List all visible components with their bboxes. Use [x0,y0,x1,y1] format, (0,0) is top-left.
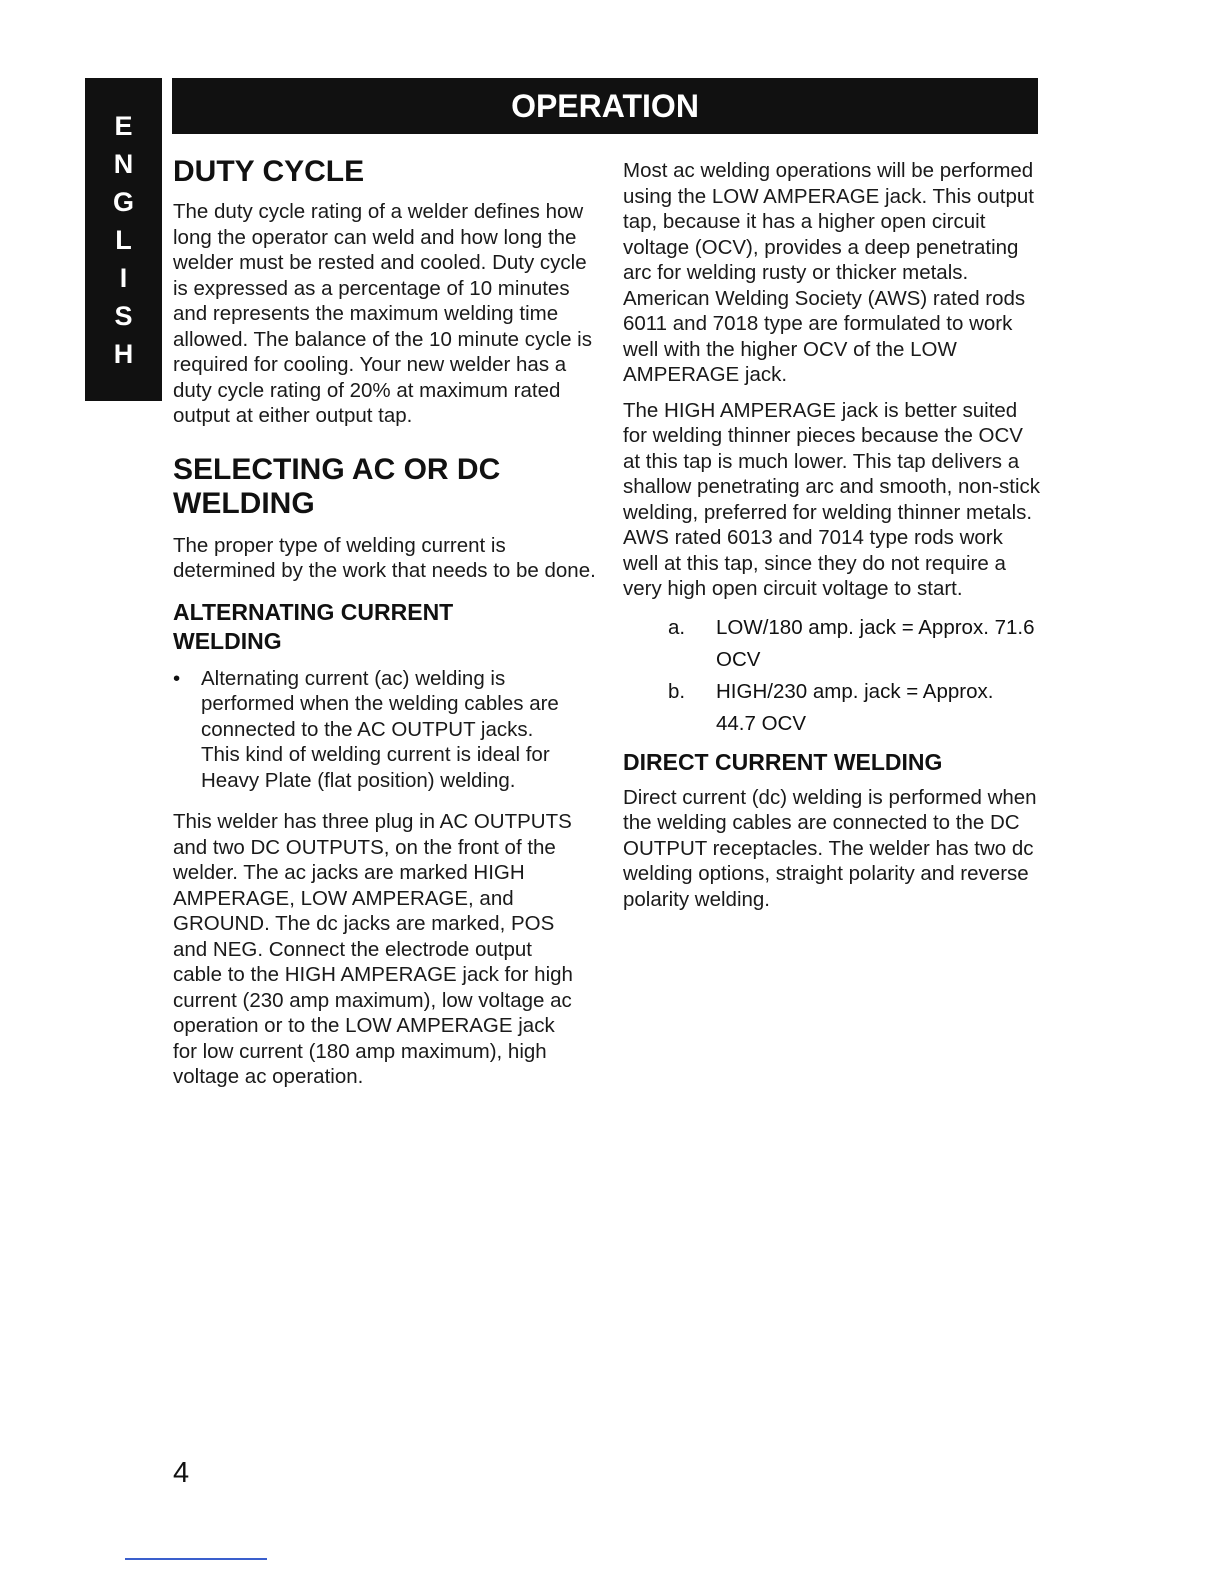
side-tab-letter: N [113,148,134,179]
right-column [623,158,1043,912]
section-title-bar: OPERATION [172,78,1038,134]
high-amperage-paragraph: The HIGH AMPERAGE jack is better suited for welding thinner pieces because the OCV at this tap is much lower. This tap delivers a shallow penetrating arc and smooth, non-stick welding, preferred for welding thinner metals. AWS rated 6013 and 7014 type rods work well at this tap, since they do not require a very high open circuit voltage to start. [623,398,1041,600]
side-tab-letter: I [119,262,128,293]
list-item-text: HIGH/230 amp. jack = Approx. 44.7 OCV [716,679,994,735]
ac-bullet-text: Alternating current (ac) welding is performed when the welding cables are connected to the AC OUTPUT jacks. This kind of welding current is ideal for Heavy Plate (flat position) welding. [201,666,559,792]
ocv-list-item [668,676,1043,740]
bullet-mark: • [173,666,181,690]
side-tab-letter: E [114,110,133,141]
ocv-list-item [668,612,1043,676]
duty-cycle-heading: DUTY CYCLE [173,155,365,188]
outputs-paragraph: This welder has three plug in AC OUTPUTS and two DC OUTPUTS, on the front of the welder. The ac jacks are marked HIGH AMPERAGE, LOW AMPERAGE, and GROUND. The dc jacks are marked, POS and NEG. Connect the electrode output cable to the HIGH AMPERAGE jack for high current (230 amp maximum), low voltage ac operation or to the LOW AMPERAGE jack for low current (180 amp maximum), high voltage ac operation. [173,810,573,1088]
ac-bullet-item [173,666,598,794]
dc-welding-paragraph: Direct current (dc) welding is performed when the welding cables are connected to the DC OUTPUT receptacles. The welder has two dc welding options, straight polarity and reverse polarity welding. [623,785,1037,911]
list-item-text: LOW/180 amp. jack = Approx. 71.6 OCV [716,615,1035,671]
side-tab-letter: L [115,224,132,255]
duty-cycle-paragraph: The duty cycle rating of a welder defines how long the operator can weld and how long the welder must be rested and cooled. Duty cycle is expressed as a percentage of 10 minutes and represents the maximum welding time allowed. The balance of the 10 minute cycle is required for cooling. Your new welder has a duty cycle rating of 20% at maximum rated output at either output tap. [173,200,592,427]
bottom-rule [125,1558,267,1560]
ocv-list [623,612,1043,740]
list-letter: b. [668,679,686,703]
list-letter: a. [668,615,686,639]
left-column [173,155,598,1090]
dc-welding-heading: DIRECT CURRENT WELDING [623,748,943,775]
language-side-tab [85,78,162,401]
side-tab-letter: G [112,186,134,217]
ac-welding-heading: ALTERNATING CURRENT WELDING [173,598,454,654]
page-number: 4 [173,1457,190,1489]
selecting-heading: SELECTING AC OR DC WELDING [173,452,501,520]
side-tab-letter: H [113,338,134,369]
selecting-paragraph: The proper type of welding current is determined by the work that needs to be done. [173,533,596,582]
low-amperage-paragraph: Most ac welding operations will be performed using the LOW AMPERAGE jack. This output tap, because it has a higher open circuit voltage (OCV), provides a deep penetrating arc for welding rusty or thicker metals. American Welding Society (AWS) rated rods 6011 and 7018 type are formulated to work well with the higher OCV of the LOW AMPERAGE jack. [623,159,1034,386]
side-tab-letter: S [114,300,133,331]
